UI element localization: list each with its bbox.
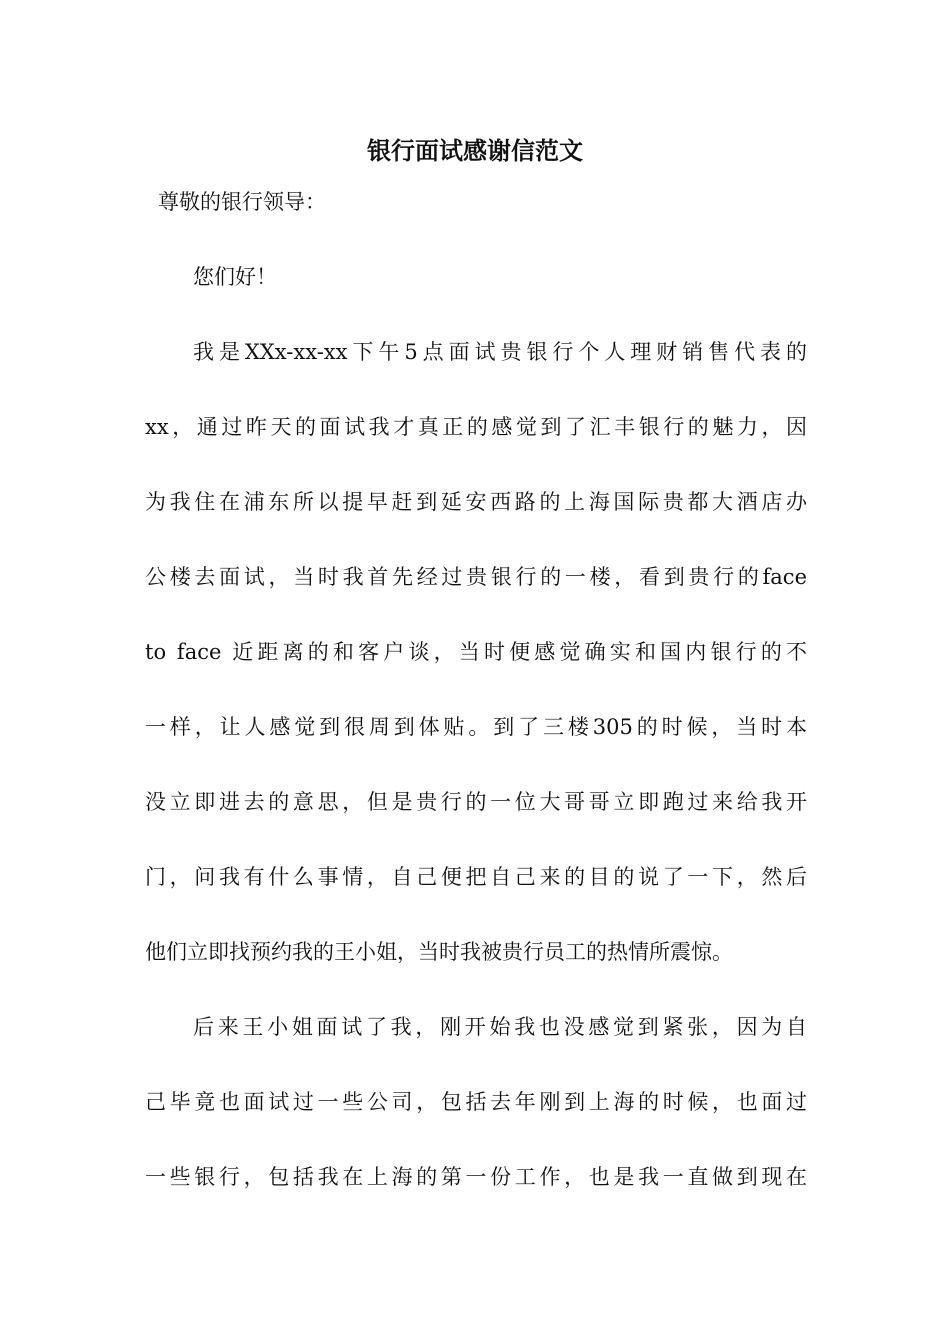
paragraph-line: to face 近距离的和客户谈，当时便感觉确实和国内银行的不: [145, 640, 807, 664]
paragraph-line: 为我住在浦东所以提早赶到延安西路的上海国际贵都大酒店办: [145, 490, 807, 514]
paragraph-line: 己毕竟也面试过一些公司，包括去年刚到上海的时候，也面过: [145, 1090, 807, 1114]
paragraph-line: 他们立即找预约我的王小姐，当时我被贵行员工的热情所震惊。: [145, 940, 733, 964]
paragraph-line: 我是XXx-xx-xx下午5点面试贵银行个人理财销售代表的: [193, 340, 807, 364]
paragraph-line: 公楼去面试，当时我首先经过贵银行的一楼，看到贵行的face: [145, 565, 807, 589]
paragraph-line: 没立即进去的意思，但是贵行的一位大哥哥立即跑过来给我开: [145, 790, 807, 814]
paragraph-line: xx，通过昨天的面试我才真正的感觉到了汇丰银行的魅力，因: [145, 415, 807, 439]
paragraph-line: 后来王小姐面试了我，刚开始我也没感觉到紧张，因为自: [193, 1015, 807, 1039]
greeting-line: 您们好！: [193, 265, 277, 289]
paragraph-line: 一些银行，包括我在上海的第一份工作，也是我一直做到现在: [145, 1165, 807, 1189]
document-title: 银行面试感谢信范文: [367, 136, 583, 165]
paragraph-line: 门，问我有什么事情，自己便把自己来的目的说了一下，然后: [145, 865, 807, 889]
paragraph-line: 一样，让人感觉到很周到体贴。到了三楼305的时候，当时本: [145, 715, 807, 739]
salutation: 尊敬的银行领导：: [158, 190, 326, 214]
